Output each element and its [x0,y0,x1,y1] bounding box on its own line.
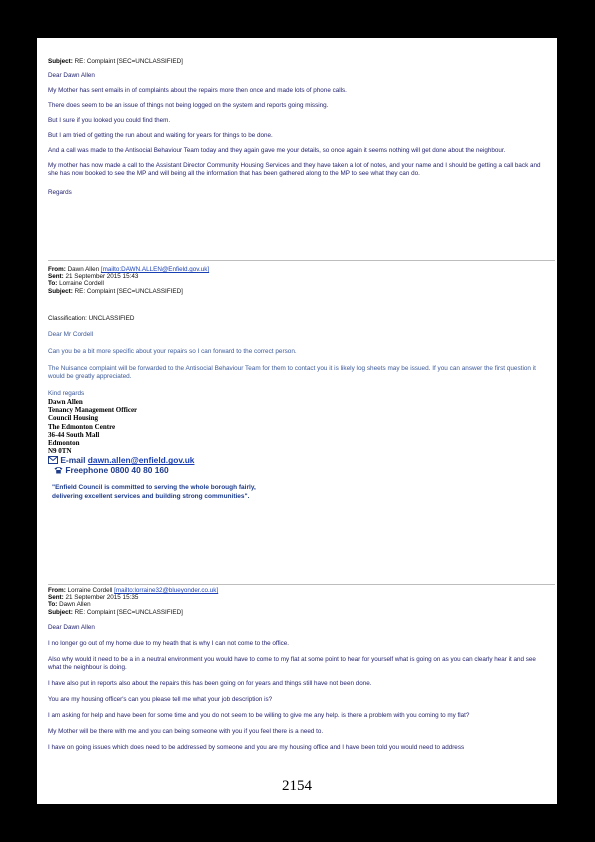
email-3-from: From: Lorraine Cordell [mailto:lorraine32@blueyonder.co.uk] [48,587,219,594]
email-1-subject: Subject: RE: Complaint [SEC=UNCLASSIFIED] [48,58,183,65]
email-2-closing: Kind regards [48,390,85,398]
signature-department: Council Housing [48,414,98,423]
email-3-paragraph: Also why would it need to be a in a neutral environment you would have to come to my flat at some point to hear for yourself what is going on as you can clearly hear it and see what the neighbour is doing. [48,655,536,671]
email-2-from: From: Dawn Allen [mailto:DAWN.ALLEN@Enfield.gov.uk] [48,266,210,273]
email-2-classification: Classification: UNCLASSIFIED [48,314,135,322]
email-3 [48,587,550,752]
email-3-to: To: Dawn Allen [48,601,91,609]
document-page [37,38,557,804]
page-number: 2154 [282,778,312,794]
council-quote: "Enfield Council is committed to serving the whole borough fairly, delivering excellent services and building strong communities". [52,484,256,501]
email-3-paragraph: My Mother will be there with me and you can being someone with you if you feel there is a need to. [48,727,324,735]
email-label: E-mail [60,455,86,466]
signature-email-link[interactable]: dawn.allen@enfield.gov.uk [87,455,195,466]
email-1 [48,58,550,197]
email-1-signoff: Regards [48,189,72,197]
telephone-icon [54,466,63,474]
email-1-paragraph: But I am tried of getting the run about and waiting for years for things to be done. [48,132,273,140]
email-2-from-link[interactable]: [mailto:DAWN.ALLEN@Enfield.gov.uk] [100,266,210,273]
email-1-paragraph: There does seem to be an issue of things not being logged on the system and reports going missing. [48,102,329,110]
email-2-paragraph: The Nuisance complaint will be forwarded to the Antisocial Behaviour Team for them to contact you it is likely log sheets may be issued. If you can answer the first question it would be greatly appreciated. [48,365,536,381]
signature-email-line [48,455,550,465]
email-3-sent: Sent: 21 September 2015 15:35 [48,594,139,602]
email-3-subject: Subject: RE: Complaint [SEC=UNCLASSIFIED] [48,608,183,616]
signature-address: 36-44 South Mall [48,430,100,439]
email-2-to: To: Lorraine Cordell [48,280,104,288]
signature-phone-line [48,465,550,476]
signature-title: Tenancy Management Officer [48,406,138,415]
freephone-number: Freephone 0800 40 80 160 [65,465,169,476]
email-3-paragraph: I have also put in reports also about the repairs this has been going on for years and things still have not been done. [48,679,372,687]
email-3-paragraph: You are my housing officer's can you please tell me what your job description is? [48,695,273,703]
email-3-greeting: Dear Dawn Allen [48,623,95,631]
email-1-greeting: Dear Dawn Allen [48,72,95,80]
email-separator [48,260,555,261]
signature-name: Dawn Allen [48,398,83,407]
email-1-paragraph: And a call was made to the Antisocial Behaviour Team today and they again gave me your details, so once again it seems nothing will get done about the neighbour. [48,147,506,155]
email-3-paragraph: I am asking for help and have been for some time and you do not seem to be willing to give me any help. is there a problem with you coming to my flat? [48,711,470,719]
email-1-paragraph: My Mother has sent emails in of complaints about the repairs more then once and made lots of phone calls. [48,87,347,95]
email-2-sent: Sent: 21 September 2015 15:43 [48,273,139,281]
signature-block [48,398,550,455]
email-2-greeting: Dear Mr Cordell [48,331,94,339]
email-separator [48,584,555,585]
email-1-paragraph: My mother has now made a call to the Assistant Director Community Housing Services and they have taken a lot of notes, and your name and I should be getting a call back and she has now booked to see the MP and will being all the information that has been gathered along to the MP to see what they can do. [48,162,541,178]
signature-address: The Edmonton Centre [48,422,116,431]
email-1-paragraph: But I sure if you looked you could find them. [48,117,171,125]
email-2-paragraph: Can you be a bit more specific about your repairs so I can forward to the correct person. [48,348,297,356]
email-3-paragraph: I have on going issues which does need to be addressed by someone and you are my housing office and I have been told you would need to address [48,743,465,751]
email-2 [48,266,550,501]
signature-postcode: N9 0TN [48,447,72,456]
email-2-subject: Subject: RE: Complaint [SEC=UNCLASSIFIED] [48,287,183,295]
signature-address: Edmonton [48,439,80,448]
email-3-paragraph: I no longer go out of my home due to my heath that is why I can not come to the office. [48,639,290,647]
envelope-icon [48,456,58,464]
email-3-from-link[interactable]: [mailto:lorraine32@blueyonder.co.uk] [114,587,219,594]
